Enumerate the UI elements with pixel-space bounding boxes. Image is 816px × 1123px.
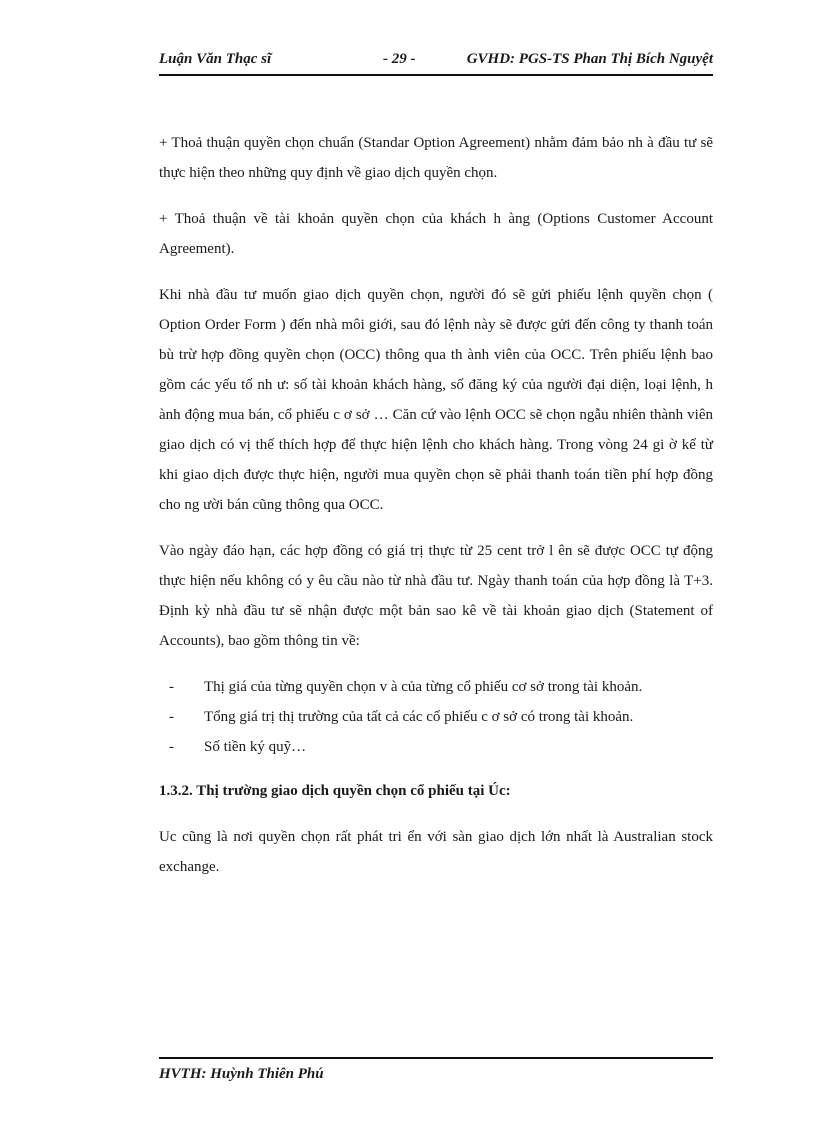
bullet-dash: - [169, 739, 174, 755]
page-header [159, 48, 713, 76]
paragraph-standard-option-agreement: + Thoả thuận quyền chọn chuẩn (Standar Option Agreement) nhằm đảm bảo nh à đầu tư sẽ thực hiện theo những quy định về giao dịch quyền chọn. [159, 135, 713, 181]
paragraph-option-order-process: Khi nhà đầu tư muốn giao dịch quyền chọn, người đó sẽ gửi phiếu lệnh quyền chọn ( Option Order Form ) đến nhà môi giới, sau đó lệnh này sẽ được gửi đến công ty thanh toán bù trừ hợp đồng quyền chọn (OCC) thông qua th ành viên của OCC. Trên phiếu lệnh bao gồm các yếu tố nh ư: số tài khoản khách hàng, số đăng ký của người đại diện, loại lệnh, h ành động mua bán, cổ phiếu c ơ sở … Căn cứ vào lệnh OCC sẽ chọn ngẫu nhiên thành viên giao dịch có vị thế thích hợp để thực hiện lệnh cho khách hàng. Trong vòng 24 gi ờ kể từ khi giao dịch được thực hiện, người mua quyền chọn sẽ phải thanh toán tiền phí hợp đồng cho ng ười bán cũng thông qua OCC. [159, 287, 713, 513]
list-item-text: Số tiền ký quỹ… [204, 739, 307, 755]
author-label: HVTH: Huỳnh Thiên Phú [159, 1066, 324, 1082]
list-item-text: Thị giá của từng quyền chọn v à của từng cổ phiếu cơ sở trong tài khoản. [204, 679, 643, 695]
bullet-dash: - [169, 709, 174, 725]
section-heading: 1.3.2. Thị trường giao dịch quyền chọn cổ phiếu tại Úc: [159, 783, 511, 799]
list-item-text: Tổng giá trị thị trường của tất cả các cổ phiếu c ơ sở có trong tài khoản. [204, 709, 634, 725]
bullet-dash: - [169, 679, 174, 695]
paragraph-customer-account-agreement: + Thoả thuận về tài khoản quyền chọn của khách h àng (Options Customer Account Agreement). [159, 211, 713, 257]
statement-info-list [159, 672, 713, 762]
page-number: - 29 - [383, 51, 416, 67]
advisor-label: GVHD: PGS-TS Phan Thị Bích Nguyệt [466, 51, 713, 67]
thesis-label: Luận Văn Thạc sĩ [159, 51, 272, 67]
paragraph-australia-market: Uc cũng là nơi quyền chọn rất phát tri ển với sàn giao dịch lớn nhất là Australian stock exchange. [159, 829, 713, 875]
list-item [159, 732, 713, 762]
document-body [159, 128, 713, 898]
page-footer [159, 1057, 713, 1083]
list-item [159, 672, 713, 702]
paragraph-expiration-settlement: Vào ngày đáo hạn, các hợp đồng có giá trị thực từ 25 cent trở l ên sẽ được OCC tự động thực hiện nếu không có y êu cầu nào từ nhà đầu tư. Ngày thanh toán của hợp đồng là T+3. Định kỳ nhà đầu tư sẽ nhận được một bản sao kê về tài khoản giao dịch (Statement of Accounts), bao gồm thông tin về: [159, 543, 713, 649]
list-item [159, 702, 713, 732]
